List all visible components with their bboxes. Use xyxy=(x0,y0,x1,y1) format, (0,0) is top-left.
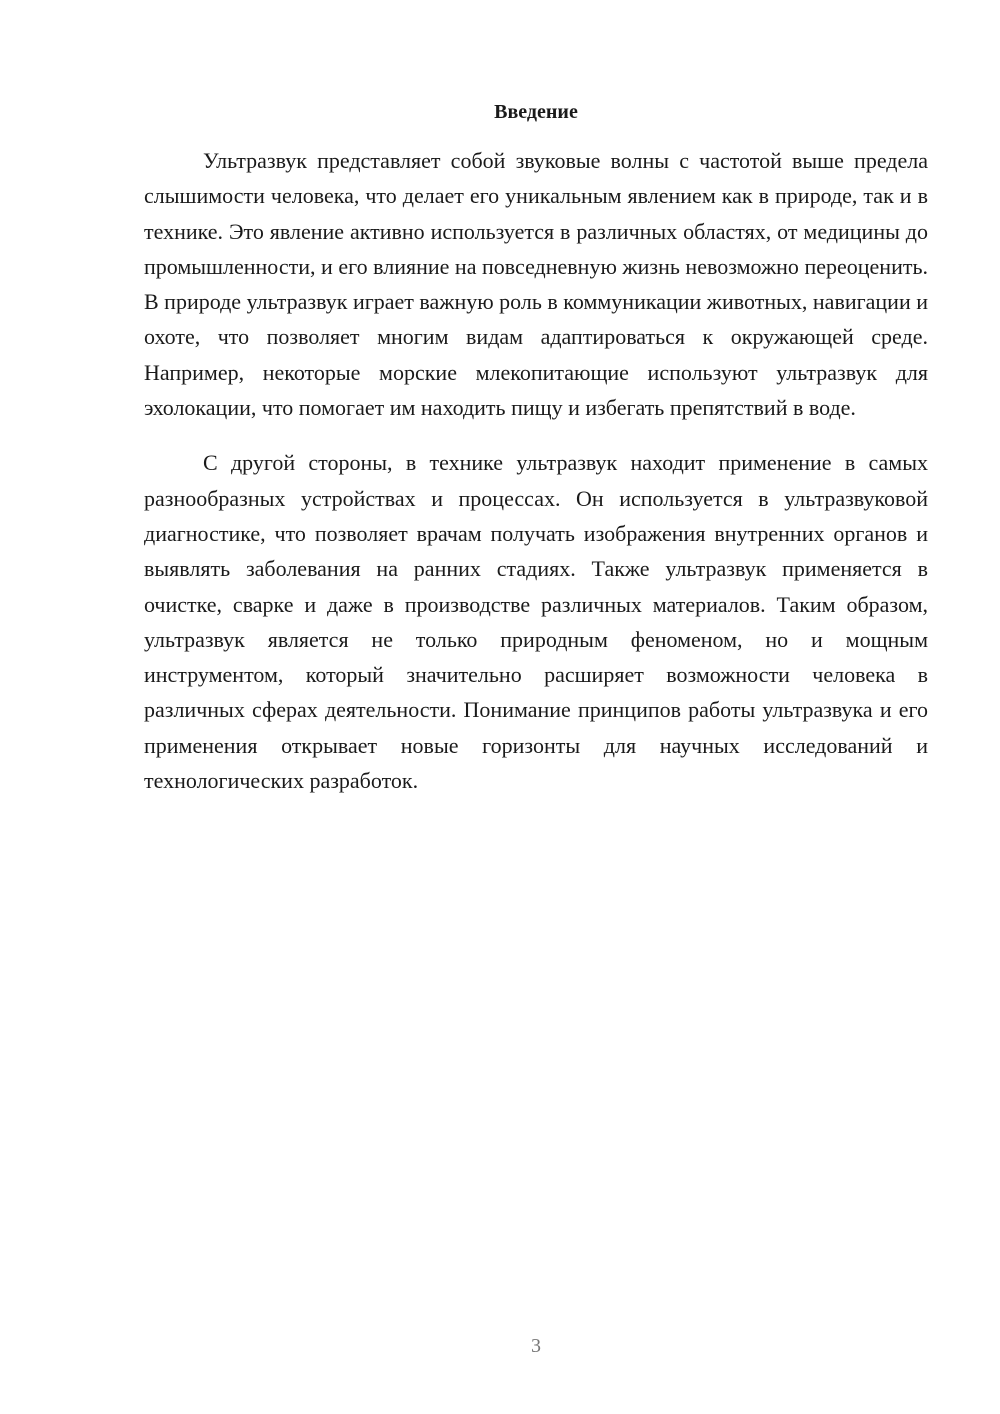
paragraph-1: Ультразвук представляет собой звуковые волны с частотой выше предела слышимости человека, что делает его уникальным явлением как в природе, так и в технике. Это явление активно используется в различных областях, от медицины до промышленности, и его влияние на повседневную жизнь невозможно переоценить. В природе ультразвук играет важную роль в коммуникации животных, навигации и охоте, что позволяет многим видам адаптироваться к окружающей среде. Например, некоторые морские млекопитающие используют ультразвук для эхолокации, что помогает им находить пищу и избегать препятствий в воде. xyxy=(144,148,928,421)
paragraph-2: С другой стороны, в технике ультразвук находит применение в самых разнообразных устройствах и процессах. Он используется в ультразвуковой диагностике, что позволяет врачам получать изображения внутренних органов и выявлять заболевания на ранних стадиях. Также ультразвук применяется в очистке, сварке и даже в производстве различных материалов. Таким образом, ультразвук является не только природным феноменом, но и мощным инструментом, который значительно расширяет возможности человека в различных сферах деятельности. Понимание принципов работы ультразвука и его применения открывает новые горизонты для научных исследований и технологических разработок. xyxy=(144,450,928,794)
page-number: 3 xyxy=(531,1335,541,1357)
section-title: Введение xyxy=(494,101,578,123)
body-text xyxy=(144,143,928,798)
